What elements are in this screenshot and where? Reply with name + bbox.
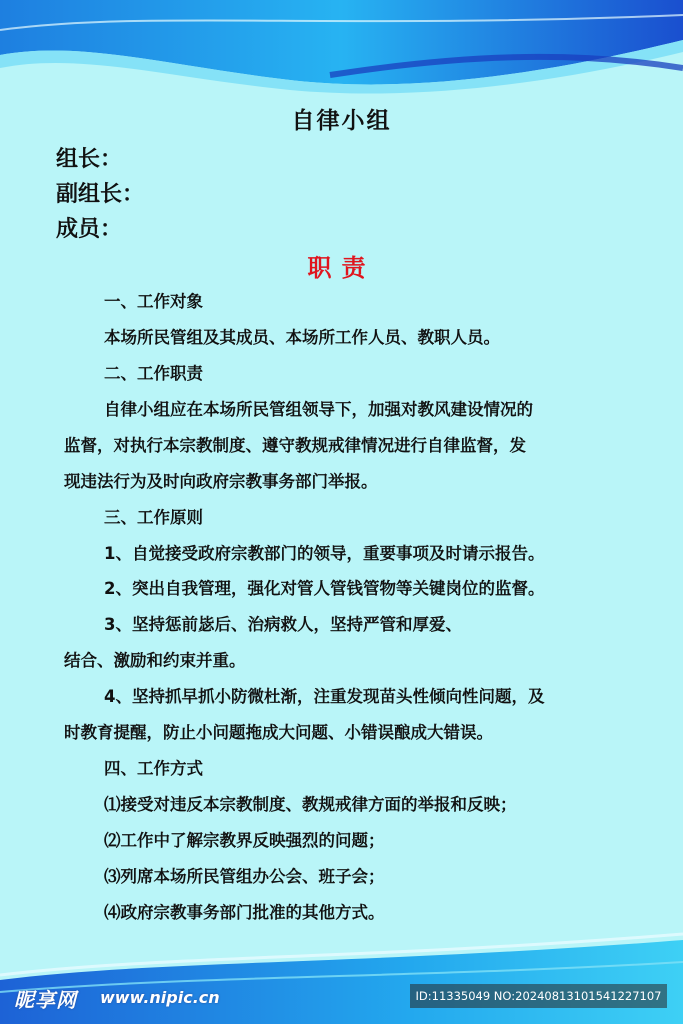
section-3-item-1: 1、自觉接受政府宗教部门的领导，重要事项及时请示报告。 [104,544,545,563]
section-2-line-2: 监督，对执行本宗教制度、遵守教规戒律情况进行自律监督，发 [64,436,526,455]
watermark-site-link[interactable]: www.nipic.cn [100,988,220,1007]
leader-label: 组长： [56,147,123,172]
section-2-line-1: 自律小组应在本场所民管组领导下，加强对教风建设情况的 [104,400,533,419]
section-2-line-3: 现违法行为及时向政府宗教事务部门举报。 [64,472,378,491]
section-3-heading: 三、工作原则 [104,508,203,527]
bottom-wave-decoration [0,920,683,1024]
deputy-leader-label: 副组长： [56,182,145,207]
section-3-item-4-line-2: 时教育提醒，防止小问题拖成大问题、小错误酿成大错误。 [64,723,493,742]
section-3-item-4-line-1: 4、坚持抓早抓小防微杜渐，注重发现苗头性倾向性问题，及 [104,687,545,706]
section-4-item-4: ⑷政府宗教事务部门批准的其他方式。 [104,903,385,922]
section-2-heading: 二、工作职责 [104,364,203,383]
watermark-id-label: ID:11335049 NO:20240813101541227107 [410,984,667,1008]
section-1-heading: 一、工作对象 [104,292,203,311]
section-4-item-3: ⑶列席本场所民管组办公会、班子会； [104,867,385,886]
section-1-text: 本场所民管组及其成员、本场所工作人员、教职人员。 [104,328,500,347]
page-title: 自律小组 [291,108,392,134]
section-3-item-2: 2、突出自我管理，强化对管人管钱管物等关键岗位的监督。 [104,579,545,598]
section-3-item-3-line-2: 结合、激励和约束并重。 [64,651,246,670]
section-3-item-3-line-1: 3、坚持惩前毖后、治病救人，坚持严管和厚爱、 [104,615,462,634]
section-4-item-1: ⑴接受对违反本宗教制度、教规戒律方面的举报和反映； [104,795,517,814]
members-label: 成员： [56,217,123,242]
duties-heading: 职责 [307,254,376,282]
top-wave-decoration [0,0,683,110]
section-4-item-2: ⑵工作中了解宗教界反映强烈的问题； [104,831,385,850]
section-4-heading: 四、工作方式 [104,759,203,778]
watermark-logo: 昵享网 [14,988,77,1012]
